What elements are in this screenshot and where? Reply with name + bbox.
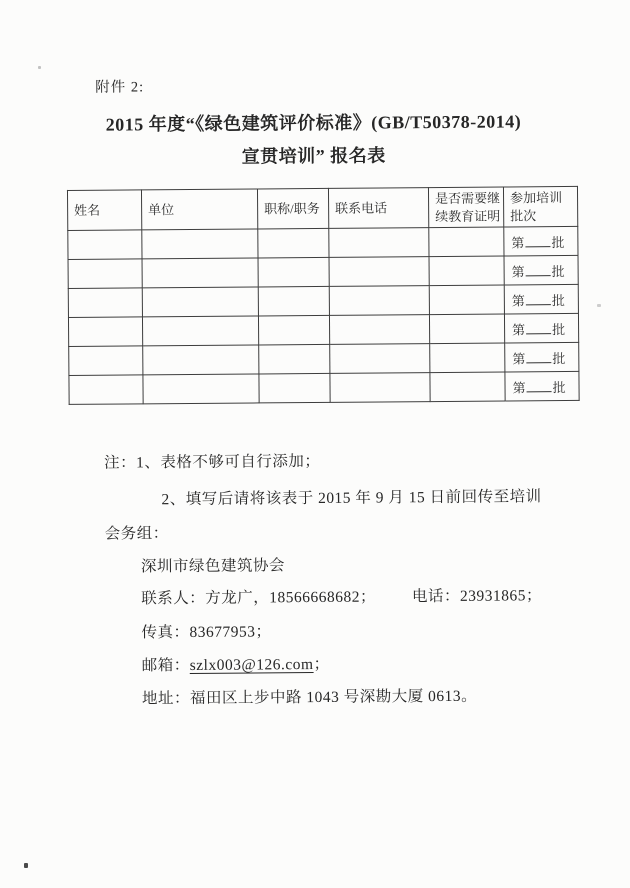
table-cell <box>429 256 504 286</box>
column-header-unit: 单位 <box>141 189 257 230</box>
batch-blank-line <box>526 351 551 363</box>
batch-suffix: 批 <box>551 292 565 308</box>
registration-table <box>67 186 580 405</box>
table-cell <box>329 286 429 316</box>
table-cell <box>68 288 142 318</box>
table-cell <box>142 316 258 346</box>
batch-cell <box>504 285 578 315</box>
note-line-1: 注：1、表格不够可自行添加； <box>104 452 321 472</box>
batch-cell <box>505 343 579 373</box>
table-cell <box>330 344 430 374</box>
note-line-2-continuation: 会务组： <box>104 525 169 543</box>
batch-suffix: 批 <box>552 321 566 337</box>
table-cell <box>329 315 429 345</box>
table-row <box>69 343 579 376</box>
table-cell <box>69 375 143 405</box>
batch-cell <box>504 256 578 286</box>
batch-prefix: 第 <box>511 234 525 251</box>
table-row <box>68 285 578 318</box>
table-cell <box>258 286 329 316</box>
table-cell <box>258 257 329 287</box>
table-row <box>69 372 579 405</box>
table-row <box>68 314 578 347</box>
column-header-continuing-education: 是否需要继续教育证明 <box>428 187 503 228</box>
table-cell <box>142 229 258 259</box>
table-cell <box>430 343 505 373</box>
batch-blank-line <box>526 293 551 305</box>
batch-cell <box>505 372 579 402</box>
batch-cell <box>504 314 578 344</box>
email-label: 邮箱： <box>141 656 190 675</box>
table-cell <box>430 372 505 402</box>
batch-blank-line <box>526 380 551 392</box>
column-header-name: 姓名 <box>67 190 141 231</box>
table-cell <box>330 373 430 403</box>
contact-address: 地址：福田区上步中路 1043 号深勘大厦 0613。 <box>141 687 478 708</box>
batch-blank-line <box>525 235 550 247</box>
attachment-label: 附件 2: <box>95 79 145 96</box>
table-cell <box>259 373 330 403</box>
table-header-row <box>67 186 577 230</box>
table-cell <box>142 258 258 288</box>
batch-prefix: 第 <box>511 292 525 309</box>
table-cell <box>68 230 142 260</box>
contact-phone: 电话：23931865； <box>411 587 543 606</box>
batch-prefix: 第 <box>512 321 526 338</box>
contact-email-line <box>142 652 330 675</box>
column-header-title-position: 职称/职务 <box>257 188 328 229</box>
table-cell <box>258 315 329 345</box>
email-address: szlx003@126.com <box>189 656 314 674</box>
column-header-phone: 联系电话 <box>328 188 428 229</box>
table-cell <box>258 228 329 258</box>
contact-person: 联系人：方龙广，18566668682； <box>141 588 377 608</box>
table-row <box>68 256 578 289</box>
batch-prefix: 第 <box>512 379 526 396</box>
table-cell <box>142 287 258 317</box>
table-cell <box>429 285 504 315</box>
table-cell <box>429 314 504 344</box>
scan-speck <box>24 863 28 868</box>
table-cell <box>143 374 259 404</box>
email-suffix: ； <box>313 655 330 674</box>
table-cell <box>143 345 259 375</box>
batch-blank-line <box>526 322 551 334</box>
table-cell <box>68 259 142 289</box>
table-cell <box>329 228 429 258</box>
contact-person-line <box>141 583 542 608</box>
table-cell <box>69 346 143 376</box>
table-cell <box>429 227 504 257</box>
form-title-line-1: 2015 年度“《绿色建筑评价标准》(GB/T50378-2014) <box>105 111 522 135</box>
batch-suffix: 批 <box>552 379 566 395</box>
batch-suffix: 批 <box>551 263 565 279</box>
table-cell <box>68 317 142 347</box>
table-cell <box>259 344 330 374</box>
scan-speck <box>597 304 601 307</box>
batch-cell <box>504 227 578 257</box>
batch-suffix: 批 <box>551 234 565 250</box>
batch-blank-line <box>526 264 551 276</box>
batch-suffix: 批 <box>552 350 566 366</box>
batch-prefix: 第 <box>511 263 525 280</box>
table-row <box>68 227 578 260</box>
organization-name: 深圳市绿色建筑协会 <box>140 557 286 576</box>
scan-speck <box>38 66 41 69</box>
form-title-line-2: 宣贯培训” 报名表 <box>241 145 386 167</box>
batch-prefix: 第 <box>512 350 526 367</box>
contact-fax: 传真：83677953； <box>141 623 272 642</box>
note-line-2: 2、填写后请将该表于 2015 年 9 月 15 日前回传至培训 <box>161 488 542 509</box>
column-header-training-batch: 参加培训批次 <box>503 186 577 227</box>
table-cell <box>329 257 429 287</box>
